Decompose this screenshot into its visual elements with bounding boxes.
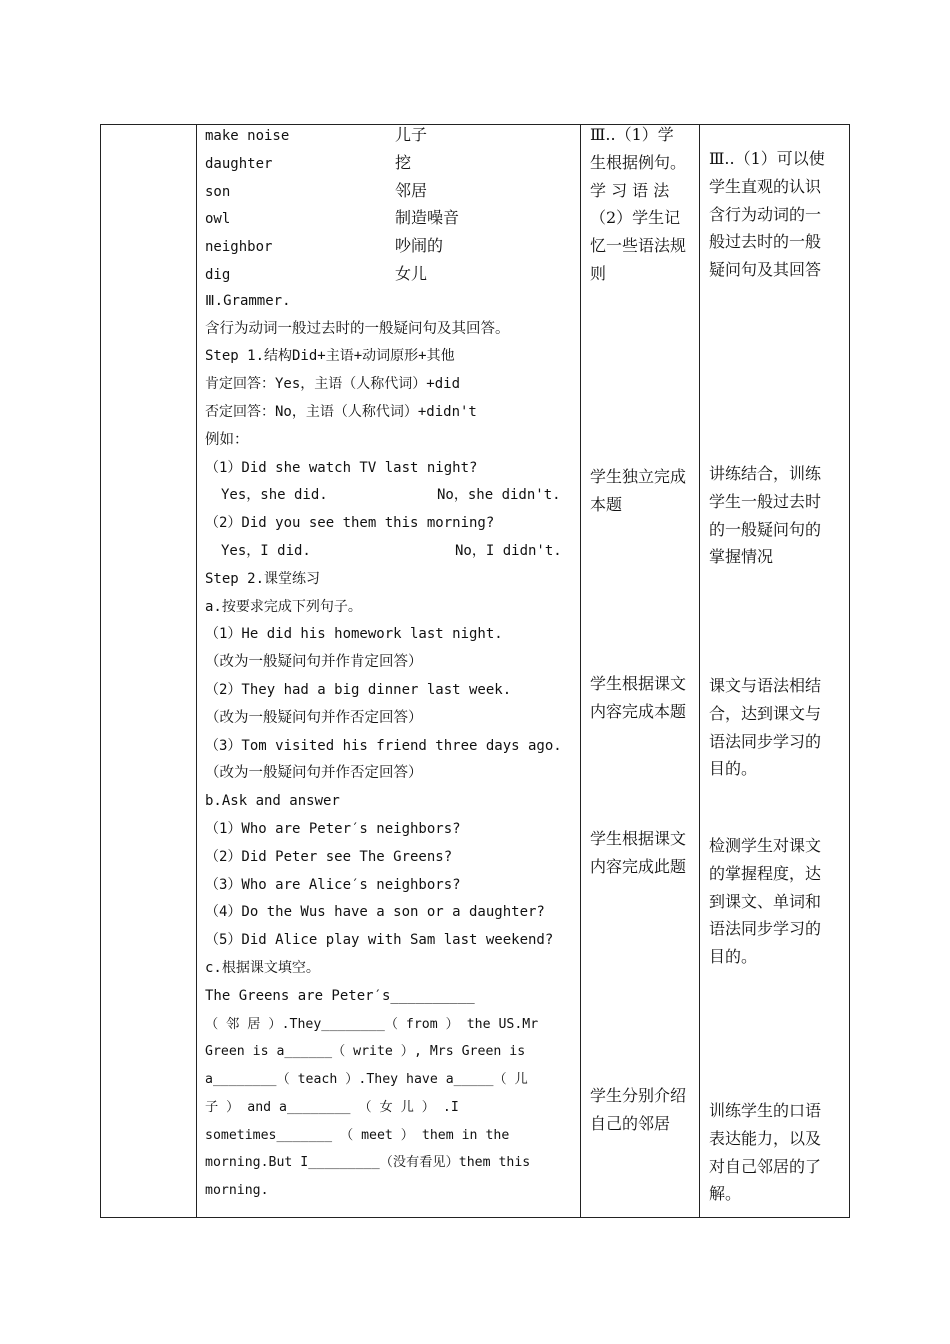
example-answers: Yes，I did. No，I didn't. bbox=[221, 542, 562, 559]
exercise-item: （1）Who are Peter′s neighbors? bbox=[205, 820, 461, 837]
cloze-line: morning. bbox=[205, 1183, 269, 1199]
cloze-line: Green is a______（ write ）, Mrs Green is bbox=[205, 1044, 526, 1060]
design-intent-1: Ⅲ..（1）可以使 学生直观的认识 含行为动词的一 般过去时的一般 疑问句及其回答 bbox=[709, 149, 825, 280]
design-intent-4: 检测学生对课文 的掌握程度，达 到课文、单词和 语法同步学习的 目的。 bbox=[709, 836, 822, 967]
cloze-line: a________（ teach ）.They have a_____（ 儿 bbox=[205, 1072, 528, 1088]
column-divider bbox=[580, 125, 581, 1217]
exercise-item: （2）They had a big dinner last week. bbox=[205, 681, 512, 698]
student-activity-1: Ⅲ..（1）学 生根据例句。 学 习 语 法 （2）学生记 忆一些语法规 则 bbox=[590, 125, 687, 283]
step1: Step 1.结构Did+主语+动词原形+其他 bbox=[205, 348, 455, 365]
exercise-item: （1）He did his homework last night. bbox=[205, 626, 503, 643]
column-divider bbox=[196, 125, 197, 1217]
vocab-row: neighbor 吵闹的 bbox=[205, 236, 444, 256]
design-intent-5: 训练学生的口语 表达能力，以及 对自己邻居的了 解。 bbox=[709, 1101, 822, 1204]
exercise-note: （改为一般疑问句并作否定回答） bbox=[205, 709, 423, 726]
student-activity-5: 学生分别介绍 自己的邻居 bbox=[590, 1086, 687, 1133]
grammar-heading: Ⅲ.Grammer. bbox=[205, 292, 291, 309]
cloze-line: （ 邻 居 ）.They________（ from ） the US.Mr bbox=[205, 1016, 539, 1032]
positive-answer: 肯定回答：Yes，主语（人称代词）+did bbox=[205, 376, 461, 393]
cloze-line: sometimes_______ （ meet ） them in the bbox=[205, 1127, 510, 1143]
vocab-row: owl 制造噪音 bbox=[205, 208, 460, 228]
exercise-note: （改为一般疑问句并作否定回答） bbox=[205, 765, 423, 782]
design-intent-3: 课文与语法相结 合，达到课文与 语法同步学习的 目的。 bbox=[709, 676, 822, 779]
student-activity-2: 学生独立完成 本题 bbox=[590, 467, 687, 514]
vocab-row: daughter 挖 bbox=[205, 152, 412, 172]
cloze-line: morning.But I_________（没有看见）them this bbox=[205, 1155, 531, 1171]
exercise-item: （2）Did Peter see The Greens? bbox=[205, 848, 453, 865]
step2: Step 2.课堂练习 bbox=[205, 570, 321, 587]
grammar-intro: 含行为动词一般过去时的一般疑问句及其回答。 bbox=[205, 320, 510, 337]
vocab-row: son 邻居 bbox=[205, 180, 428, 200]
exercise-item: （5）Did Alice play with Sam last weekend? bbox=[205, 932, 554, 949]
content-column bbox=[205, 121, 573, 1205]
exercise-note: （改为一般疑问句并作肯定回答） bbox=[205, 654, 423, 671]
example-answers: Yes，she did. No，she didn't. bbox=[221, 487, 561, 504]
exercise-item: （4）Do the Wus have a son or a daughter? bbox=[205, 904, 545, 921]
negative-answer: 否定回答：No，主语（人称代词）+didn't bbox=[205, 403, 477, 420]
cloze-line: 子 ） and a________ （ 女 儿 ） .I bbox=[205, 1099, 459, 1115]
exercise-item: （3）Who are Alice′s neighbors? bbox=[205, 876, 461, 893]
example-label: 例如： bbox=[205, 431, 249, 448]
cloze-line: The Greens are Peter′s__________ bbox=[205, 987, 475, 1004]
student-activity-4: 学生根据课文 内容完成此题 bbox=[590, 829, 687, 876]
vocab-row: dig 女儿 bbox=[205, 263, 428, 283]
column-divider bbox=[699, 125, 700, 1217]
student-activity-3: 学生根据课文 内容完成本题 bbox=[590, 674, 687, 721]
design-intent-2: 讲练结合，训练 学生一般过去时 的一般疑问句的 掌握情况 bbox=[709, 464, 822, 567]
vocab-row: make noise 儿子 bbox=[205, 125, 428, 144]
exercise-item: （3）Tom visited his friend three days ago. bbox=[205, 737, 562, 754]
exercise-b-title: b.Ask and answer bbox=[205, 793, 340, 810]
example-question: （2）Did you see them this morning? bbox=[205, 515, 495, 532]
lesson-table bbox=[100, 124, 850, 1218]
exercise-c-title: c.根据课文填空。 bbox=[205, 959, 320, 976]
example-question: （1）Did she watch TV last night? bbox=[205, 459, 478, 476]
exercise-a-title: a.按要求完成下列句子。 bbox=[205, 598, 362, 615]
